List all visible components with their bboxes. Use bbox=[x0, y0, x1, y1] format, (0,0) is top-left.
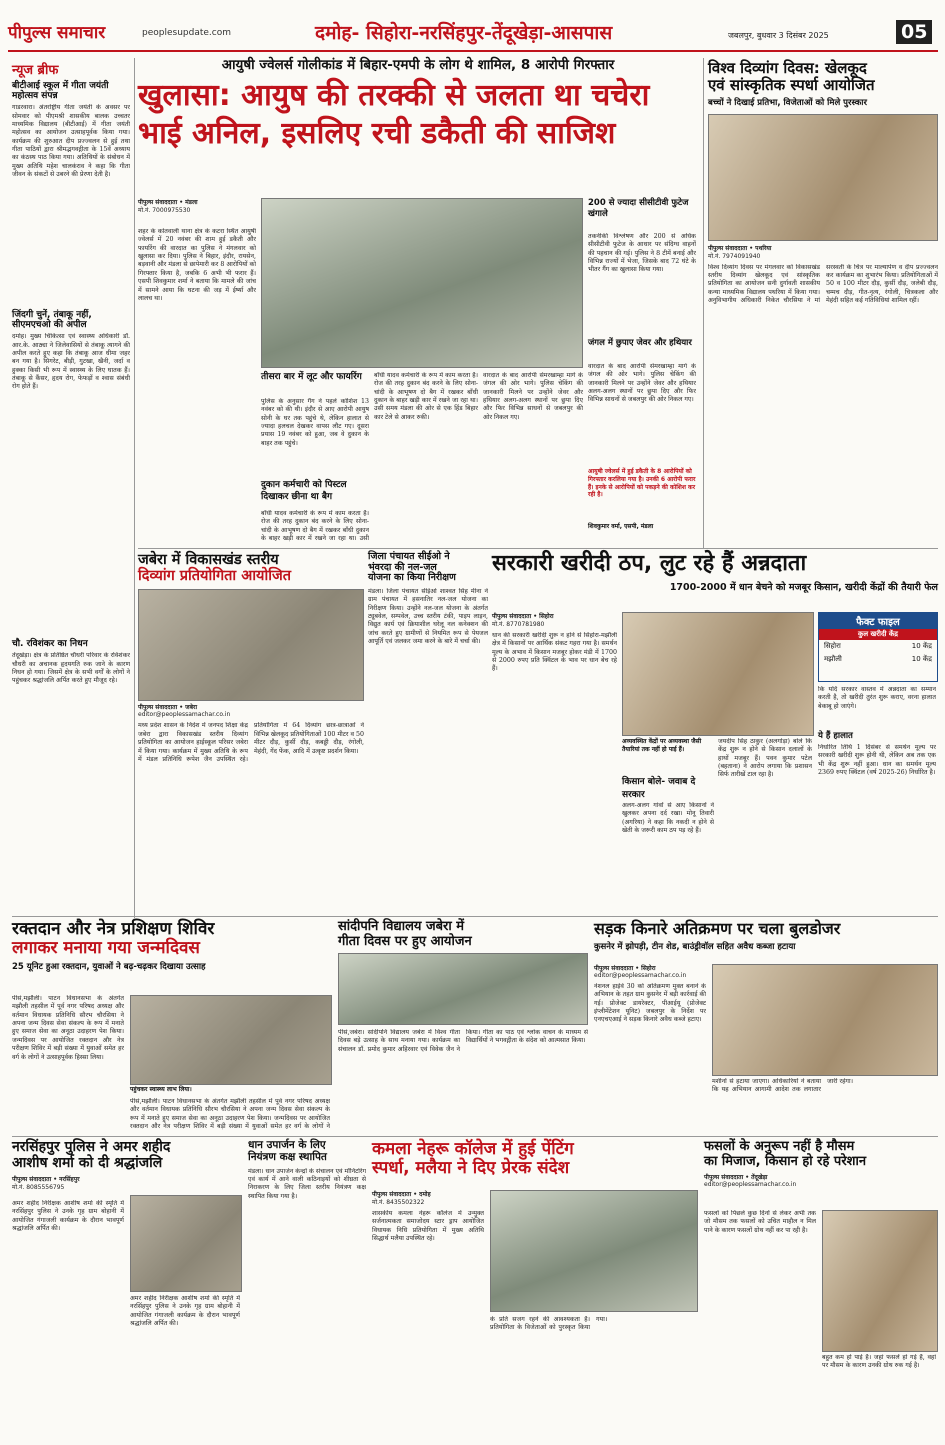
paddy-photo bbox=[622, 612, 814, 736]
jabera-headline-1: जबेरा में विकासखंड स्तरीय bbox=[138, 552, 279, 568]
divyang-sports-story: विश्व दिव्यांग दिवस: खेलकूद एवं सांस्कृतिक स्पर्धा आयोजित बच्चों ने दिखाई प्रतिभा, विजेताओं को मिले पुरस्कार पीपुल्स संवाददाता • पथरिया मो.नं. 7974091940 विश्व दिव्यांग दिवस पर मंगलवार को विकासखंड स्तरीय दिव्यांग खेलकूद एवं सांस्कृतिक प्रतियोगिता का आयोजन सनी दुर्गावती शासकीय कन्या माध्यमिक विद्यालय पथरिया में किया गया। अनुविभागीय अधिकारी निकेत चौरसिया ने मां सरस्वती के चित्र पर माल्यार्पण व दीप प्रज्ज्वलन कर कार्यक्रम का शुभारंभ किया। प्रतियोगिताओं में 50 व 100 मीटर दौड़, कुर्सी दौड़, जलेबी दौड़, चम्मच दौड़, गीत-नृत्य, रंगोली, चित्रकला और मेहंदी सहित कई गतिविधियां शामिल रहीं। bbox=[708, 60, 938, 546]
section-rule bbox=[12, 1136, 938, 1137]
zila-body: मंडला। जिला पंचायत सीईओ शाश्वत सिंह मीना ने ग्राम पंचायत में हसनातिर नल-जल योजना का निरीक्षण किया। उन्होंने नल-जल योजना के अंतर्गत ट्यूबवेल, सम्पवेल, उच्च स्तरीय टंकी, पाइप लाइन, विद्युत कार्य एवं क्रियाशील घरेलू नल कनेक्शन की जांच करते हुए ग्रामीणों से नियमित रूप से पेयजल आपूर्ति एवं जलकर जमा करने के बारे में चर्चा की। bbox=[368, 587, 488, 646]
paddy-mobile: मो.नं. 8770781980 bbox=[492, 621, 545, 628]
masthead bbox=[0, 0, 945, 52]
zila-headline-3: योजना का किया निरीक्षण bbox=[368, 572, 456, 584]
weather-headline-1: फसलों के अनुरूप नहीं है मौसम bbox=[704, 1139, 855, 1154]
news-brief-label: न्यूज ब्रीफ bbox=[12, 63, 59, 78]
weather-body: फसलों को पिछले कुछ दिनों से लेकर अभी तक जो मौसम तक फसलों को उचित माहौल न मिल पाने के कारण फसलों ग्रोथ नहीं कर पा रही है। bbox=[704, 1210, 816, 1234]
painting-headline-1: कमला नेहरू कॉलेज में हुई पेंटिंग bbox=[372, 1139, 574, 1159]
lead-body-4: तकनीकी विश्लेषण और 200 से अधिक सीसीटीवी फुटेज के आधार पर संदिग्ध वाहनों की पहचान की गई। पुलिस ने 8 टीमें बनाई और विभिन्न राज्यों में भेजा, जिसके बाद 72 घंटे के भीतर गैंग का खुलासा किया गया। bbox=[588, 233, 696, 274]
lead-caption: आयुषी ज्वेलर्स में हुई डकैती के 8 आरोपियों को गिरफ्तार करलिया गया है। उनकी 6 आरोपी फरार हैं। इनके से आरोपियों को पकड़ने की कोशिश कर रही है। bbox=[588, 468, 696, 499]
weather-photo bbox=[822, 1210, 938, 1352]
brief-3-text: तेंदूखेड़ा। क्षेत्र के प्रतिष्ठित चौधरी परिवार के रविशंकर चौधरी का अचानक हृदयगति रुक जाने के कारण निधन हो गया। जिसमें क्षेत्र के सभी वर्गों के लोगों ने पहुंचकर श्रद्धांजलि अर्पित करते हुए मौजूद रहे। bbox=[12, 652, 130, 685]
gita-headline-2: गीता दिवस पर हुए आयोजन bbox=[338, 933, 472, 949]
brief-1-text: गाडरवारा। अंतर्राष्ट्रीय गीता जयंती के अवसर पर सोमवार को पीएमश्री शासकीय बालक उच्चतर माध्यमिक विद्यालय (बीटीआई) में गीता जयंती महोत्सव का आयोजन उत्साहपूर्वक किया गया। कार्यक्रम की शुरुआत दीप प्रज्ज्वलन से हुई तथा गीता पाठियों द्वारा श्रीमद्भगवद्गीता के 15वें अध्याय का कंठस्थ पाठ किया गया। अतिथियों के संबोधन में मुख्य अतिथि महेश चालकंराव ने कहा कि गीता जीवन के संकटों से उबरने की प्रेरणा देती है। bbox=[12, 104, 130, 179]
painting-mobile: मो.नं. 8435502322 bbox=[372, 1199, 425, 1206]
paddy-caption: अव्यवस्थित केंद्रों पर अव्यवस्था जैसी तैयारियां तक नहीं हो पाई हैं। bbox=[622, 738, 702, 753]
zila-panchayat-story bbox=[368, 552, 488, 912]
dhan-headline-2: नियंत्रण कक्ष स्थापित bbox=[248, 1150, 327, 1163]
lead-body-1: शहर के कोतवाली थाना क्षेत्र के कटरा स्थित आयुषी ज्वेलर्स में 20 नवंबर की शाम हुई डकैती और फायरिंग की वारदात का पुलिस ने मंगलवार को खुलासा कर दिया। पुलिस ने बिहार, इंदौर, रायसेन, बड़वानी और मंडला से छापेमारी कर 8 आरोपियों को गिरफ्तार किया है, जबकि 6 अभी भी फरार हैं। एसपी शिवकुमार शर्मा ने बताया कि मामले की जांच में सामने आया कि घटना की जड़ में ईर्ष्या और लालच था। bbox=[138, 228, 256, 302]
paddy-body-3: जयदीप सिंह ठाकुर (अलगोड़ा) बोले कि केंद्र शुरू न होने से किसान दलालों के हाथों मजबूर हैं। पवन कुमार पटेल (बहताना) ने आरोप लगाया कि प्रशासन सिर्फ तारीखें टाल रहा है। bbox=[718, 738, 812, 779]
blood-caption: पहुंचकर स्वास्थ्य लाभ लिया। bbox=[130, 1086, 192, 1093]
section-rule bbox=[138, 548, 938, 549]
blood-headline-1: रक्तदान और नेत्र प्रशिक्षण शिविर bbox=[12, 919, 215, 939]
weather-place: तेंदूखेड़ा bbox=[751, 1174, 768, 1182]
brief-2-title: जिंदगी चुनें, तंबाकू नहीं, सीएमएचओ की अपील bbox=[12, 310, 92, 331]
painting-body: शासकीय कमला नेहरू कॉलेज में उन्मुक्त सर्जनात्मकता समाजोदय स्टार ड्राप आयोजित विधायक निधि प्रतियोगिता में मुख्य अतिथि सिद्धार्थ मलैया उपस्थित रहे। bbox=[372, 1210, 484, 1243]
divyang-place: पथरिया bbox=[755, 244, 772, 252]
divyang-headline-1: विश्व दिव्यांग दिवस: खेलकूद bbox=[708, 59, 867, 77]
bulldozer-place: सिहोरा bbox=[641, 965, 656, 972]
lead-sub-2: दुकान कर्मचारी को पिस्टल दिखाकर छीना था बैग bbox=[261, 480, 347, 502]
paddy-body-4: कि यदि सरकार वास्तव में अन्नदाता का सम्मान करती है, तो खरीदी तुरंत शुरू कराए, वरना हालात बेकाबू हो जाएंगे। bbox=[818, 686, 936, 710]
lead-body-3-left: बाँधी यादव कर्मचारी के रूप में काम करता है। रोज की तरह दुकान बंद करने के लिए सोना-चांदी के आभूषण दो बैग में रखकर बाँधी दुकान के बाहर खड़ी कार में रखने जा रहा था। उसी bbox=[261, 510, 369, 542]
painting-headline-2: स्पर्धा, मलैया ने दिए प्रेरक संदेश bbox=[372, 1158, 570, 1179]
paddy-body-2: अलग-अलग गांवों से आए किसानों ने खुलकर अपना दर्द रखा। मोनू तिवारी (अगरिया) ने कहा कि नकदी न होने से खेती के जरूरी काम ठप पड़ रहे हैं। bbox=[622, 802, 714, 835]
bulldozer-body-2: मशीनों से हटाया जाएगा। अधिकारियों ने बताया कि यह अभियान आगामी आदेश तक लगातार जारी रहेगा। bbox=[712, 1078, 853, 1094]
lead-headline-1: खुलासा: आयुष की तरक्की से जलता था चचेरा bbox=[138, 78, 650, 114]
zila-headline-1: जिला पंचायत सीईओ ने bbox=[368, 551, 450, 562]
divyang-body: विश्व दिव्यांग दिवस पर मंगलवार को विकासखंड स्तरीय दिव्यांग खेलकूद एवं सांस्कृतिक प्रतियोगिता का आयोजन सनी दुर्गावती शासकीय कन्या माध्यमिक विद्यालय पथरिया में किया गया। अनुविभागीय अधिकारी निकेत चौरसिया ने मां सरस्वती के चित्र पर माल्यार्पण व दीप प्रज्ज्वलन कर कार्यक्रम का शुभारंभ किया। प्रतियोगिताओं में 50 व 100 मीटर दौड़, कुर्सी दौड़, जलेबी दौड़, चम्मच दौड़, गीत-नृत्य, रंगोली, चित्रकला और मेहंदी सहित कई गतिविधियां शामिल रहीं। bbox=[708, 263, 938, 305]
painting-story: कमला नेहरू कॉलेज में हुई पेंटिंग स्पर्धा, मलैया ने दिए प्रेरक संदेश पीपुल्स संवाददाता • दमोह मो.नं. 8435502322 शासकीय कमला नेहरू कॉलेज में उन्मुक्त सर्जनात्मकता समाजोदय स्टार ड्राप आयोजित विधायक निधि प्रतियोगिता में मुख्य अतिथि सिद्धार्थ मलैया उपस्थित रहे। के प्रति सजग रहने की आवश्यकता है। प्रतियोगिता के विजेताओं को पुरस्कृत किया गया। bbox=[372, 1140, 698, 1440]
divyang-headline-2: एवं सांस्कृतिक स्पर्धा आयोजित bbox=[708, 75, 875, 94]
gita-body: पीसं,जबेरा। सांदीपनि विद्यालय जबेरा में विश्व गीता दिवस बड़े उत्साह के साथ मनाया गया। कार्यक्रम का संचालन डॉ. प्रमोद कुमार अहिरवार एवं विवेक जैन ने किया। गीता का पाठ एवं श्लोक वाचन के माध्यम से विद्यार्थियों ने भगवद्गीता के संदेश को आत्मसात किया। bbox=[338, 1029, 588, 1053]
site-url: peoplesupdate.com bbox=[142, 28, 231, 38]
paddy-body-5: निर्धारित तिथि 1 दिसंबर से समर्थन मूल्य पर सरकारी खरीदी शुरू होनी थी, लेकिन अब तक एक भी केंद्र शुरू नहीं हुआ। धान का समर्थन मूल्य 2369 रुपए क्विंटल (वर्ष 2025-26) निर्धारित है। bbox=[818, 744, 936, 777]
fact-file-title: फैक्ट फाइल bbox=[819, 613, 937, 629]
lead-mobile: मो.नं. 7000975530 bbox=[138, 207, 191, 214]
dateline: जबलपुर, बुधवार 3 दिसंबर 2025 bbox=[728, 31, 829, 40]
paddy-place: सिहोरा bbox=[539, 613, 554, 620]
lead-headline-2: भाई अनिल, इसलिए रची डकैती की साजिश bbox=[138, 115, 616, 151]
jabera-divyang-story: जबेरा में विकासखंड स्तरीय दिव्यांग प्रतियोगिता आयोजित पीपुल्स संवाददाता • जबेरा editor@peoplessamachar.co.in मध्य प्रदेश शासन के निर्देश में जनपद शिक्षा केंद्र जबेरा द्वारा विकासखंड स्तरीय दिव्यांग प्रतियोगिता का आयोजन हाईस्कूल परिसर जबेरा में किया गया। कार्यक्रम में मुख्य अतिथि के रूप में मंडल प्रतिनिधि रूपेश जैन उपस्थित रहे। प्रतियोगिता में 64 दिव्यांग छात्र-छात्राओं ने विभिन्न खेलकूद प्रतियोगिताओं 100 मीटर व 50 मीटर दौड़, कुर्सी दौड़, कबड्डी दौड़, रंगोली, मेहंदी, गेंद फेंक, आदि में उत्कृष्ट प्रदर्शन किया। bbox=[138, 552, 364, 912]
weather-email: editor@peoplessamachar.co.in bbox=[704, 1181, 797, 1189]
brief-3-title: चौ. रविशंकर का निधन bbox=[12, 639, 88, 650]
paddy-sub-1: किसान बोले- जवाब दे सरकार bbox=[622, 777, 696, 800]
lead-place: मंडला bbox=[185, 199, 198, 206]
painting-photo bbox=[490, 1190, 698, 1312]
paddy-sub-2: ये हैं हालात bbox=[818, 731, 853, 741]
weather-story: फसलों के अनुरूप नहीं है मौसम का मिजाज, किसान हो रहे परेशान पीपुल्स संवाददाता • तेंदूखेड़ा editor@peoplessamachar.co.in फसलों को पिछले कुछ दिनों से लेकर अभी तक जो मौसम तक फसलों को उचित माहौल न मिल पाने के कारण फसलों ग्रोथ नहीं कर पा रही है। बहुत कम हो पाई है। जहां फसलें हो गई हैं, वहां पर मौसम के कारण उनकी ग्रोथ रुक गई है। bbox=[704, 1140, 938, 1440]
paddy-headline: सरकारी खरीदी ठप, लुट रहे हैं अन्नदाता bbox=[492, 551, 807, 576]
lead-sub-1: तीसरा बार में लूट और फायरिंग bbox=[261, 372, 362, 382]
fact-row-name: मझौली bbox=[824, 655, 842, 663]
news-brief-column bbox=[12, 60, 130, 915]
police-headline-1: नरसिंहपुर पुलिस ने अमर शहीद bbox=[12, 1139, 171, 1155]
dhan-body: मंडला। धान उपार्जन केन्द्रों के संचालन एवं मॉनिटरिंग एवं कार्य में आने वाली कठिनाइयों को शीघ्रता से निराकरण के लिए जिला स्तरीय नियंत्रण कक्ष स्थापित किया गया है। bbox=[248, 1167, 366, 1200]
bulldozer-byline: पीपुल्स संवाददाता bbox=[594, 965, 634, 972]
gita-photo bbox=[338, 953, 588, 1025]
divyang-byline: पीपुल्स संवाददाता bbox=[708, 244, 748, 252]
lead-body-5-mid: वारदात के बाद आरोपी सेमरखाम्हा मार्ग के जंगल की ओर भागे। पुलिस चेकिंग की जानकारी मिलने पर उन्होंने जेवर और हथियार अलग-अलग स्थानों पर छुपा दिए और फिर विभिन्न साधनों से जबलपुर की ओर निकल गए। bbox=[483, 372, 583, 421]
police-body-2: अमर शहीद निरीक्षक आशीष शर्मा की स्मृति में नरसिंहपुर पुलिस ने उनके गृह ग्राम बोहानी में आयोजित गंगाजली कार्यक्रम के दौरान भावपूर्ण श्रद्धांजलि अर्पित की। bbox=[130, 1295, 240, 1328]
painting-body-2: के प्रति सजग रहने की आवश्यकता है। प्रतियोगिता के विजेताओं को पुरस्कृत किया गया। bbox=[490, 1316, 608, 1332]
blood-body: पीसं,मझौली। पाटन विधानसभा के अंतर्गत मझौली तहसील में पूर्व नगर परिषद अध्यक्ष और वर्तमान विधायक प्रतिनिधि सौरभ चौरसिया ने अपना जन्म दिवस सेवा संकल्प के रूप में मनाते हुए समाज सेवा का अनूठा उदाहरण पेश किया। जन्मदिवस पर आयोजित रक्तदान और नेत्र परीक्षण शिविर में बड़ी संख्या में युवाओं समेत हर वर्ग के लोगों ने उत्साहपूर्वक हिस्सा लिया। bbox=[12, 995, 124, 1061]
divyang-subhead: बच्चों ने दिखाई प्रतिभा, विजेताओं को मिले पुरस्कार bbox=[708, 97, 867, 108]
paper-logo: पीपुल्स समाचार bbox=[8, 23, 106, 43]
dhan-headline-1: धान उपार्जन के लिए bbox=[248, 1139, 326, 1151]
blood-body-2: पीसं,मझौली। पाटन विधानसभा के अंतर्गत मझौली तहसील में पूर्व नगर परिषद अध्यक्ष और वर्तमान विधायक प्रतिनिधि सौरभ चौरसिया ने अपना जन्म दिवस सेवा संकल्प के रूप में मनाते हुए समाज सेवा का अनूठा उदाहरण पेश किया। जन्मदिवस पर आयोजित रक्तदान और नेत्र परीक्षण शिविर में बड़ी संख्या में युवाओं समेत हर वर्ग के लोगों ने bbox=[130, 1098, 330, 1130]
lead-caption-credit: शिवकुमार वर्मा, एसपी, मंडला bbox=[588, 523, 654, 530]
lead-byline: पीपुल्स संवाददाता bbox=[138, 199, 178, 206]
lead-kicker: आयुषी ज्वेलर्स गोलीकांड में बिहार-एमपी के लोग थे शामिल, 8 आरोपी गिरफ्तार bbox=[221, 57, 615, 73]
divyang-photo bbox=[708, 114, 938, 241]
police-mobile: मो.नं. 8085556795 bbox=[12, 1184, 65, 1192]
paddy-byline: पीपुल्स संवाददाता bbox=[492, 613, 532, 620]
fact-row-value: 10 केंद्र bbox=[911, 642, 932, 650]
jabera-byline: पीपुल्स संवाददाता bbox=[138, 704, 178, 712]
jabera-body: मध्य प्रदेश शासन के निर्देश में जनपद शिक्षा केंद्र जबेरा द्वारा विकासखंड स्तरीय दिव्यांग प्रतियोगिता का आयोजन हाईस्कूल परिसर जबेरा में किया गया। कार्यक्रम में मुख्य अतिथि के रूप में मंडल प्रतिनिधि रूपेश जैन उपस्थित रहे। प्रतियोगिता में 64 दिव्यांग छात्र-छात्राओं ने विभिन्न खेलकूद प्रतियोगिताओं 100 मीटर व 50 मीटर दौड़, कुर्सी दौड़, कबड्डी दौड़, रंगोली, मेहंदी, गेंद फेंक, आदि में उत्कृष्ट प्रदर्शन किया। bbox=[138, 722, 364, 763]
painting-byline: पीपुल्स संवाददाता bbox=[372, 1191, 412, 1198]
blood-subhead: 25 यूनिट हुआ रक्तदान, युवाओं ने बढ़-चढ़कर दिखाया उत्साह bbox=[12, 962, 206, 973]
jabera-place: जबेरा bbox=[185, 704, 198, 712]
blood-donation-story bbox=[12, 920, 332, 1132]
paddy-subhead: 1700-2000 में धान बेचने को मजबूर किसान, खरीदी केंद्रों की तैयारी फेल bbox=[669, 581, 938, 593]
weather-headline-2: का मिजाज, किसान हो रहे परेशान bbox=[704, 1153, 867, 1169]
lead-sub-4: जंगल में छुपाए जेवर और हथियार bbox=[588, 338, 692, 348]
brief-2-text: दमोह। मुख्य चिकित्सा एवं स्वास्थ्य अधिकारी डॉ. आर.के. आठ्या ने जिलेवासियों से तंबाकू त्यागने की अपील करते हुए कहा कि तंबाकू आज धीमा जहर बन गया है। सिगरेट, बीड़ी, गुटखा, खैनी, जर्दा व हुक्का किसी भी रूप में स्वास्थ्य के लिए घातक हैं। तंबाकू से कैंसर, हृदय रोग, फेफड़ों व श्वास संबंधी रोग होते हैं। bbox=[12, 333, 130, 391]
jabera-photo bbox=[138, 589, 364, 701]
jabera-headline-2: दिव्यांग प्रतियोगिता आयोजित bbox=[138, 568, 291, 585]
gita-jabera-story bbox=[338, 920, 588, 1132]
blood-headline-2: लगाकर मनाया गया जन्मदिवस bbox=[12, 938, 200, 959]
bulldozer-email: editor@peoplessamachar.co.in bbox=[594, 972, 687, 979]
lead-story bbox=[138, 58, 698, 546]
column-divider bbox=[134, 58, 135, 918]
lead-body-5: वारदात के बाद आरोपी सेमरखाम्हा मार्ग के जंगल की ओर भागे। पुलिस चेकिंग की जानकारी मिलने पर उन्होंने जेवर और हथियार अलग-अलग स्थानों पर छुपा दिए और फिर विभिन्न साधनों से जबलपुर की ओर निकल गए। bbox=[588, 363, 696, 404]
paddy-body-1: धान की सरकारी खरीदी शुरू न होने से सिहोरा-मझौली क्षेत्र में किसानों पर आर्थिक संकट गहरा गया है। समर्थन मूल्य के अभाव में किसान मजबूर होकर मंडी में 1700 से 2000 रुपए प्रति क्विंटल के भाव पर धान बेच रहे हैं। bbox=[492, 632, 617, 673]
column-divider bbox=[703, 58, 704, 548]
bulldozer-story: सड़क किनारे अतिक्रमण पर चला बुलडोजर कुसनेर में झोपड़ी, टीन शेड, बाउंड्रीवॉल सहित अवैध कब्जा हटाया पीपुल्स संवाददाता • सिहोरा editor@peoplessamachar.co.in नेशनल हाईवे 30 को अतिक्रमण मुक्त बनाने के अभियान के तहत ग्राम कुसनेर में बड़ी कार्रवाई की गई। प्रोजेक्ट डायरेक्टर, पीआईयू (प्रोजेक्ट इंप्लीमेंटेशन यूनिट) जबलपुर के निर्देश पर एनएचएआई ने सड़क किनारे अवैध कब्जे हटाए। मशीनों से हटाया जाएगा। अधिकारियों ने बताया कि यह अभियान आगामी आदेश तक लगातार जारी रहेगा। bbox=[594, 920, 938, 1132]
bulldozer-subhead: कुसनेर में झोपड़ी, टीन शेड, बाउंड्रीवॉल सहित अवैध कब्जा हटाया bbox=[594, 941, 796, 952]
weather-byline: पीपुल्स संवाददाता bbox=[704, 1174, 744, 1182]
zila-headline-2: भंवरदा की नल-जल bbox=[368, 561, 437, 573]
masthead-rule bbox=[8, 50, 938, 52]
lead-body-3: बाँधी यादव कर्मचारी के रूप में काम करता है। रोज की तरह दुकान बंद करने के लिए सोना-चांदी के आभूषण दो बैग में रखकर बाँधी दुकान के बाहर खड़ी कार में रखने जा रहा था। उसी समय मंडला की ओर से एक हिंड बिहार कार टेले से आकर रुकी। bbox=[374, 372, 478, 421]
painting-place: दमोह bbox=[419, 1191, 431, 1198]
page-number: 05 bbox=[896, 20, 932, 44]
divyang-mobile: मो.नं. 7974091940 bbox=[708, 252, 761, 260]
gita-headline-1: सांदीपनि विद्यालय जबेरा में bbox=[338, 919, 465, 934]
dhan-control-story bbox=[248, 1140, 366, 1440]
weather-caption: बहुत कम हो पाई है। जहां फसलें हो गई हैं, वहां पर मौसम के कारण उनकी ग्रोथ रुक गई है। bbox=[822, 1354, 936, 1370]
region-banner: दमोह- सिहोरा-नरसिंहपुर-तेंदूखेड़ा-आसपास bbox=[315, 22, 613, 44]
blood-photo bbox=[130, 995, 332, 1085]
police-tribute-story: नरसिंहपुर पुलिस ने अमर शहीद आशीष शर्मा को दी श्रद्धांजलि पीपुल्स संवाददाता • नरसिंहपुर मो.नं. 8085556795 अमर शहीद निरीक्षक आशीष शर्मा की स्मृति में नरसिंहपुर पुलिस ने उनके गृह ग्राम बोहानी में आयोजित गंगाजली कार्यक्रम के दौरान भावपूर्ण श्रद्धांजलि अर्पित की। अमर शहीद निरीक्षक आशीष शर्मा की स्मृति में नरसिंहपुर पुलिस ने उनके गृह ग्राम बोहानी में आयोजित गंगाजली कार्यक्रम के दौरान भावपूर्ण श्रद्धांजलि अर्पित की। bbox=[12, 1140, 242, 1440]
fact-row bbox=[819, 640, 937, 653]
jabera-email: editor@peoplessamachar.co.in bbox=[138, 711, 231, 719]
section-rule bbox=[12, 916, 938, 917]
lead-body-2: पुलिस के अनुसार गैंग ने पहले कोशिश 13 नवंबर को की थी। इंदौर से आए आरोपी आयुष सोनी के घर तक पहुंचे थे, लेकिन हालात से ज्यादा हलचल देखकर वापस लौट गए। दूसरा प्रयास 19 नवंबर को हुआ, जब वे दुकान के बाहर तक पहुंचे। bbox=[261, 398, 369, 447]
bulldozer-headline: सड़क किनारे अतिक्रमण पर चला बुलडोजर bbox=[594, 919, 841, 938]
police-photo bbox=[130, 1195, 242, 1292]
bulldozer-photo bbox=[712, 964, 938, 1076]
police-headline-2: आशीष शर्मा को दी श्रद्धांजलि bbox=[12, 1154, 163, 1171]
fact-row bbox=[819, 653, 937, 666]
fact-file bbox=[818, 612, 938, 682]
fact-row-value: 10 केंद्र bbox=[911, 655, 932, 663]
lead-byline-box: पीपुल्स संवाददाता • मंडला मो.नं. 7000975530 bbox=[138, 198, 253, 214]
police-body: अमर शहीद निरीक्षक आशीष शर्मा की स्मृति में नरसिंहपुर पुलिस ने उनके गृह ग्राम बोहानी में आयोजित गंगाजली कार्यक्रम के दौरान भावपूर्ण श्रद्धांजलि अर्पित की। bbox=[12, 1200, 124, 1233]
fact-file-subtitle: कुल खरीदी केंद्र bbox=[819, 629, 937, 640]
brief-1-title: बीटीआई स्कूल में गीता जयंती महोत्सव संपन्न bbox=[12, 81, 109, 102]
police-place: नरसिंहपुर bbox=[59, 1176, 80, 1184]
fact-row-name: सिहोरा bbox=[824, 642, 841, 650]
police-byline: पीपुल्स संवाददाता bbox=[12, 1176, 52, 1184]
bulldozer-body: नेशनल हाईवे 30 को अतिक्रमण मुक्त बनाने के अभियान के तहत ग्राम कुसनेर में बड़ी कार्रवाई की गई। प्रोजेक्ट डायरेक्टर, पीआईयू (प्रोजेक्ट इंप्लीमेंटेशन यूनिट) जबलपुर के निर्देश पर एनएचएआई ने सड़क किनारे अवैध कब्जे हटाए। bbox=[594, 983, 706, 1024]
paddy-story: सरकारी खरीदी ठप, लुट रहे हैं अन्नदाता 1700-2000 में धान बेचने को मजबूर किसान, खरीदी केंद्रों की तैयारी फेल पीपुल्स संवाददाता • सिहोरा मो.नं. 8770781980 धान की सरकारी खरीदी शुरू न होने से सिहोरा-मझौली क्षेत्र में किसानों पर आर्थिक संकट गहरा गया है। समर्थन मूल्य के अभाव में किसान मजबूर होकर मंडी में 1700 से 2000 रुपए प्रति क्विंटल के भाव पर धान बेच रहे हैं। अव्यवस्थित केंद्रों पर अव्यवस्था जैसी तैयारियां तक नहीं हो पाई हैं। किसान बोले- जवाब दे सरकार अलग-अलग गांवों से आए किसानों ने खुलकर अपना दर्द रखा। मोनू तिवारी (अगरिया) ने कहा कि नकदी न होने से खेती के जरूरी काम ठप पड़ रहे हैं। जयदीप सिंह ठाकुर (अलगोड़ा) बोले कि केंद्र शुरू न होने से किसान दलालों के हाथों मजबूर हैं। पवन कुमार पटेल (बहताना) ने आरोप लगाया कि प्रशासन सिर्फ तारीखें टाल रहा है। फैक्ट फाइल कुल खरीदी केंद्र सिहोरा 10 केंद्र मझौली 10 केंद्र कि यदि सरकार वास्तव में अन्नदाता का सम्मान करती है, तो खरीदी तुरंत शुरू कराए, वरना हालात बेकाबू हो जाएंगे। ये हैं हालात निर्धारित तिथि 1 दिसंबर से समर्थन मूल्य पर सरकारी खरीदी शुरू होनी थी, लेकिन अब तक एक भी केंद्र शुरू नहीं हुआ। धान का समर्थन मूल्य 2369 रुपए क्विंटल (वर्ष 2025-26) निर्धारित है। bbox=[492, 552, 938, 912]
lead-sub-3: 200 से ज्यादा सीसीटीवी फुटेज खंगाले bbox=[588, 198, 689, 220]
lead-photo-car-bike bbox=[261, 198, 583, 368]
